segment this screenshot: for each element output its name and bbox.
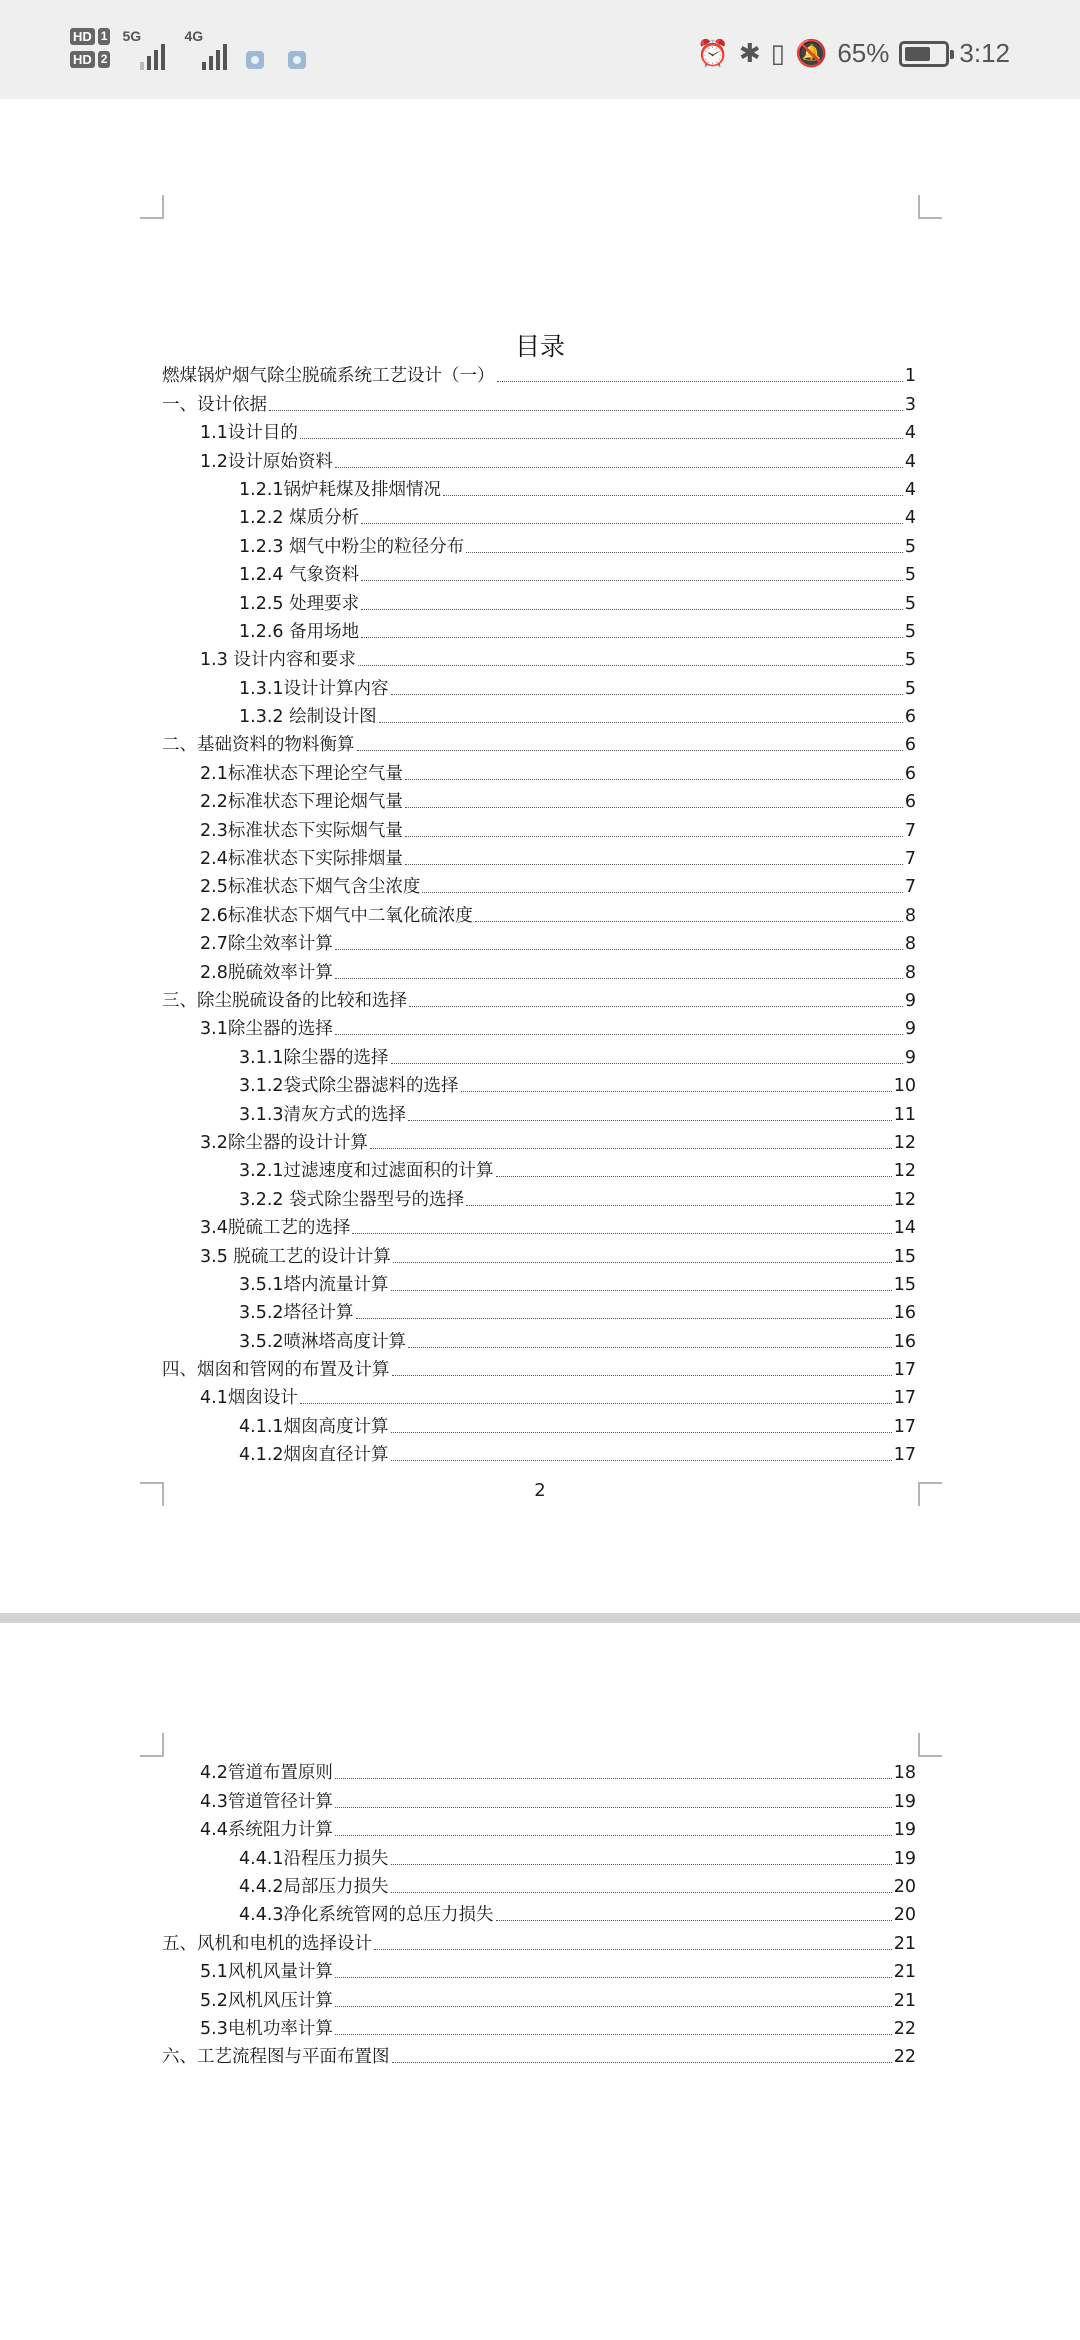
toc-entry-page: 12 xyxy=(893,1189,916,1210)
toc-entry-title: 2.7除尘效率计算 xyxy=(200,934,333,955)
toc-entry[interactable] xyxy=(162,359,916,387)
toc-entry-page: 17 xyxy=(893,1388,916,1409)
toc-entry-page: 9 xyxy=(904,1047,916,1068)
toc-entry[interactable] xyxy=(162,1813,916,1841)
toc-entry-page: 7 xyxy=(904,849,916,870)
toc-entry-title: 2.2标准状态下理论烟气量 xyxy=(200,792,403,813)
toc-entry-title: 4.1.2烟囱直径计算 xyxy=(239,1445,389,1466)
toc-leader-dots xyxy=(335,949,903,950)
toc-list xyxy=(162,1756,916,2068)
toc-entry-title: 2.3标准状态下实际烟气量 xyxy=(200,820,403,841)
toc-leader-dots xyxy=(408,1120,892,1121)
toc-entry[interactable] xyxy=(162,785,916,813)
toc-entry[interactable] xyxy=(162,1841,916,1869)
toc-leader-dots xyxy=(461,1091,892,1092)
toc-entry[interactable] xyxy=(162,1040,916,1068)
toc-entry-page: 21 xyxy=(893,1933,916,1954)
toc-leader-dots xyxy=(352,1233,891,1234)
toc-entry-page: 20 xyxy=(893,1876,916,1897)
toc-leader-dots xyxy=(335,1977,892,1978)
toc-entry-page: 3 xyxy=(904,394,916,415)
toc-entry[interactable] xyxy=(162,984,916,1012)
status-bar-right xyxy=(696,38,1010,69)
toc-title: 目录 xyxy=(514,332,565,361)
toc-entry[interactable] xyxy=(162,1211,916,1239)
toc-entry-title: 4.1.1烟囱高度计算 xyxy=(239,1416,389,1437)
toc-entry-page: 4 xyxy=(904,423,916,444)
app-notification-icon xyxy=(288,51,306,69)
toc-entry-title: 3.4脱硫工艺的选择 xyxy=(200,1218,351,1239)
margin-corner-mark xyxy=(918,195,942,219)
toc-leader-dots xyxy=(466,1205,892,1206)
toc-entry[interactable] xyxy=(162,927,916,955)
toc-entry[interactable] xyxy=(162,842,916,870)
toc-entry-page: 15 xyxy=(893,1274,916,1295)
toc-entry-title: 1.2.2 煤质分析 xyxy=(239,508,360,529)
toc-entry[interactable] xyxy=(162,1296,916,1324)
toc-entry-title: 5.2风机风压计算 xyxy=(200,1990,333,2011)
toc-entry-title: 2.4标准状态下实际排烟量 xyxy=(200,849,403,870)
toc-leader-dots xyxy=(405,779,903,780)
net2-label: 4G xyxy=(184,28,204,44)
toc-entry[interactable] xyxy=(162,1239,916,1267)
toc-leader-dots xyxy=(361,637,903,638)
margin-corner-mark xyxy=(918,1733,942,1757)
toc-entry[interactable] xyxy=(162,1182,916,1210)
toc-leader-dots xyxy=(358,665,903,666)
toc-leader-dots xyxy=(391,1432,892,1433)
toc-entry[interactable] xyxy=(162,1381,916,1409)
toc-entry-title: 4.1烟囱设计 xyxy=(200,1388,298,1409)
mute-bell-icon: 🔕 xyxy=(794,38,828,69)
toc-entry-page: 19 xyxy=(893,1848,916,1869)
toc-entry[interactable] xyxy=(162,1012,916,1040)
toc-entry-title: 3.5.2塔径计算 xyxy=(239,1303,354,1324)
toc-entry-page: 9 xyxy=(904,1019,916,1040)
toc-entry-title: 4.3管道管径计算 xyxy=(200,1791,333,1812)
toc-entry-title: 1.2.4 气象资料 xyxy=(239,565,360,586)
toc-leader-dots xyxy=(497,381,903,382)
toc-entry-title: 三、除尘脱硫设备的比较和选择 xyxy=(162,990,407,1011)
toc-entry-title: 3.5.1塔内流量计算 xyxy=(239,1274,389,1295)
toc-entry-page: 19 xyxy=(893,1820,916,1841)
toc-leader-dots xyxy=(391,1864,892,1865)
toc-leader-dots xyxy=(357,750,903,751)
toc-entry[interactable] xyxy=(162,473,916,501)
hd1-label: HD xyxy=(70,28,95,45)
toc-entry-page: 4 xyxy=(904,508,916,529)
toc-entry-page: 10 xyxy=(893,1076,916,1097)
toc-entry-title: 4.4.1沿程压力损失 xyxy=(239,1848,389,1869)
toc-entry[interactable] xyxy=(162,1870,916,1898)
toc-entry-page: 5 xyxy=(904,593,916,614)
signal-4g-icon xyxy=(184,28,238,74)
toc-entry[interactable] xyxy=(162,586,916,614)
toc-leader-dots xyxy=(391,1063,903,1064)
page-number: 2 xyxy=(534,1480,546,1501)
toc-entry-title: 一、设计依据 xyxy=(162,394,267,415)
toc-entry-page: 17 xyxy=(893,1360,916,1381)
toc-leader-dots xyxy=(269,410,903,411)
hd2-num: 2 xyxy=(98,51,111,68)
toc-entry[interactable] xyxy=(162,1926,916,1954)
battery-icon xyxy=(899,41,949,67)
toc-leader-dots xyxy=(335,1778,892,1779)
toc-leader-dots xyxy=(393,1262,892,1263)
toc-entry-title: 1.2.5 处理要求 xyxy=(239,593,360,614)
toc-entry-title: 5.1风机风量计算 xyxy=(200,1962,333,1983)
toc-entry-title: 3.1除尘器的选择 xyxy=(200,1019,333,1040)
toc-leader-dots xyxy=(466,552,903,553)
toc-entry-title: 3.5.2喷淋塔高度计算 xyxy=(239,1331,407,1352)
margin-corner-mark xyxy=(140,195,164,219)
toc-leader-dots xyxy=(391,694,903,695)
margin-corner-mark xyxy=(140,1733,164,1757)
toc-entry-title: 1.3.2 绘制设计图 xyxy=(239,707,377,728)
toc-entry-page: 8 xyxy=(904,962,916,983)
toc-entry-page: 1 xyxy=(904,366,916,387)
clock: 3:12 xyxy=(959,38,1010,68)
toc-entry-page: 9 xyxy=(904,990,916,1011)
toc-entry[interactable] xyxy=(162,1097,916,1125)
toc-entry-page: 22 xyxy=(893,2018,916,2039)
toc-leader-dots xyxy=(370,1148,892,1149)
toc-entry-page: 6 xyxy=(904,707,916,728)
toc-entry[interactable] xyxy=(162,813,916,841)
toc-entry-title: 4.4系统阻力计算 xyxy=(200,1820,333,1841)
toc-entry-page: 5 xyxy=(904,536,916,557)
toc-entry-title: 3.1.1除尘器的选择 xyxy=(239,1047,389,1068)
toc-entry-page: 5 xyxy=(904,621,916,642)
toc-entry-title: 2.1标准状态下理论空气量 xyxy=(200,763,403,784)
toc-entry[interactable] xyxy=(162,671,916,699)
toc-entry-title: 3.5 脱硫工艺的设计计算 xyxy=(200,1246,391,1267)
toc-entry[interactable] xyxy=(162,2012,916,2040)
toc-list xyxy=(162,359,916,1466)
toc-entry-title: 1.2设计原始资料 xyxy=(200,451,333,472)
toc-leader-dots xyxy=(392,2062,892,2063)
toc-leader-dots xyxy=(335,1034,903,1035)
toc-leader-dots xyxy=(392,1375,892,1376)
toc-leader-dots xyxy=(300,438,903,439)
toc-entry-title: 5.3电机功率计算 xyxy=(200,2018,333,2039)
toc-entry[interactable] xyxy=(162,643,916,671)
toc-entry[interactable] xyxy=(162,1955,916,1983)
toc-entry-title: 四、烟囱和管网的布置及计算 xyxy=(162,1360,390,1381)
toc-entry[interactable] xyxy=(162,1126,916,1154)
toc-leader-dots xyxy=(300,1403,892,1404)
toc-entry[interactable] xyxy=(162,728,916,756)
toc-entry-page: 4 xyxy=(904,479,916,500)
toc-leader-dots xyxy=(379,722,903,723)
toc-entry[interactable] xyxy=(162,1409,916,1437)
toc-entry-page: 8 xyxy=(904,934,916,955)
toc-entry-title: 六、工艺流程图与平面布置图 xyxy=(162,2047,390,2068)
toc-entry[interactable] xyxy=(162,501,916,529)
toc-entry-title: 2.8脱硫效率计算 xyxy=(200,962,333,983)
toc-leader-dots xyxy=(361,523,903,524)
toc-entry-page: 17 xyxy=(893,1445,916,1466)
toc-leader-dots xyxy=(405,807,903,808)
toc-leader-dots xyxy=(475,921,903,922)
toc-entry-title: 1.1设计目的 xyxy=(200,423,298,444)
toc-leader-dots xyxy=(335,978,903,979)
alarm-icon: ⏰ xyxy=(696,38,729,69)
battery-percent: 65% xyxy=(837,38,890,68)
toc-entry-page: 20 xyxy=(893,1905,916,1926)
signal-5g-icon xyxy=(122,28,176,74)
toc-entry-page: 7 xyxy=(904,877,916,898)
toc-entry[interactable] xyxy=(162,1438,916,1466)
toc-entry[interactable] xyxy=(162,1784,916,1812)
toc-entry-page: 5 xyxy=(904,678,916,699)
toc-entry[interactable] xyxy=(162,1353,916,1381)
toc-entry-title: 1.2.6 备用场地 xyxy=(239,621,360,642)
toc-entry[interactable] xyxy=(162,955,916,983)
toc-entry[interactable] xyxy=(162,529,916,557)
toc-entry[interactable] xyxy=(162,1756,916,1784)
hd1-badge xyxy=(70,28,110,45)
toc-leader-dots xyxy=(391,1460,892,1461)
toc-leader-dots xyxy=(335,2034,892,2035)
toc-entry-page: 12 xyxy=(893,1161,916,1182)
toc-entry-title: 1.2.1锅炉耗煤及排烟情况 xyxy=(239,479,442,500)
toc-entry-page: 21 xyxy=(893,1962,916,1983)
toc-entry-page: 22 xyxy=(893,2047,916,2068)
toc-leader-dots xyxy=(361,609,903,610)
toc-entry-title: 3.2.1过滤速度和过滤面积的计算 xyxy=(239,1161,494,1182)
toc-entry-title: 3.2除尘器的设计计算 xyxy=(200,1132,368,1153)
toc-entry-title: 3.2.2 袋式除尘器型号的选择 xyxy=(239,1189,465,1210)
toc-leader-dots xyxy=(374,1949,892,1950)
vibrate-icon: ▯ xyxy=(770,38,785,69)
status-bar-left xyxy=(70,28,330,74)
margin-corner-mark xyxy=(918,1482,942,1506)
toc-leader-dots xyxy=(391,1290,892,1291)
toc-entry-page: 19 xyxy=(893,1791,916,1812)
hd2-label: HD xyxy=(70,51,95,68)
toc-entry[interactable] xyxy=(162,558,916,586)
toc-entry-title: 3.1.2袋式除尘器滤料的选择 xyxy=(239,1076,459,1097)
toc-entry-page: 6 xyxy=(904,735,916,756)
net1-label: 5G xyxy=(122,28,142,44)
toc-leader-dots xyxy=(422,892,903,893)
toc-entry[interactable] xyxy=(162,1268,916,1296)
toc-entry-title: 4.4.3净化系统管网的总压力损失 xyxy=(239,1905,494,1926)
toc-leader-dots xyxy=(335,1835,892,1836)
toc-entry[interactable] xyxy=(162,1983,916,2011)
toc-leader-dots xyxy=(496,1920,892,1921)
status-bar xyxy=(0,0,1080,99)
toc-entry[interactable] xyxy=(162,615,916,643)
toc-entry-title: 五、风机和电机的选择设计 xyxy=(162,1933,372,1954)
toc-entry-page: 7 xyxy=(904,820,916,841)
hd1-num: 1 xyxy=(98,28,111,45)
app-notification-icon xyxy=(246,51,264,69)
toc-entry[interactable] xyxy=(162,870,916,898)
toc-leader-dots xyxy=(408,1347,892,1348)
toc-leader-dots xyxy=(405,836,903,837)
toc-entry[interactable] xyxy=(162,416,916,444)
toc-entry-page: 17 xyxy=(893,1416,916,1437)
toc-entry-page: 21 xyxy=(893,1990,916,2011)
toc-entry-title: 1.2.3 烟气中粉尘的粒径分布 xyxy=(239,536,465,557)
toc-entry-title: 2.6标准状态下烟气中二氧化硫浓度 xyxy=(200,905,473,926)
toc-entry-title: 2.5标准状态下烟气含尘浓度 xyxy=(200,877,421,898)
toc-entry-page: 15 xyxy=(893,1246,916,1267)
toc-leader-dots xyxy=(409,1006,903,1007)
toc-entry-page: 5 xyxy=(904,565,916,586)
toc-entry[interactable] xyxy=(162,1324,916,1352)
toc-entry-page: 6 xyxy=(904,763,916,784)
bluetooth-icon: ✱ xyxy=(738,38,761,69)
toc-entry-page: 12 xyxy=(893,1132,916,1153)
toc-entry-title: 1.3.1设计计算内容 xyxy=(239,678,389,699)
toc-leader-dots xyxy=(405,864,903,865)
toc-entry-page: 8 xyxy=(904,905,916,926)
toc-entry[interactable] xyxy=(162,2040,916,2068)
toc-entry-page: 18 xyxy=(893,1763,916,1784)
toc-entry-title: 4.4.2局部压力损失 xyxy=(239,1876,389,1897)
toc-leader-dots xyxy=(443,495,903,496)
toc-entry[interactable] xyxy=(162,1898,916,1926)
toc-entry[interactable] xyxy=(162,387,916,415)
toc-entry-page: 11 xyxy=(893,1104,916,1125)
toc-entry-page: 6 xyxy=(904,792,916,813)
hd-indicators xyxy=(70,28,110,68)
toc-entry-page: 16 xyxy=(893,1303,916,1324)
toc-leader-dots xyxy=(496,1176,892,1177)
toc-entry-title: 3.1.3清灰方式的选择 xyxy=(239,1104,407,1125)
page-separator xyxy=(0,1613,1080,1623)
toc-entry-title: 4.2管道布置原则 xyxy=(200,1763,333,1784)
toc-entry-title: 二、基础资料的物料衡算 xyxy=(162,735,355,756)
toc-leader-dots xyxy=(335,467,903,468)
toc-entry-title: 1.3 设计内容和要求 xyxy=(200,650,356,671)
toc-entry[interactable] xyxy=(162,1069,916,1097)
toc-entry[interactable] xyxy=(162,444,916,472)
toc-entry-page: 4 xyxy=(904,451,916,472)
document-page-1[interactable] xyxy=(0,99,1080,1613)
toc-entry-title: 燃煤锅炉烟气除尘脱硫系统工艺设计（一） xyxy=(162,366,495,387)
toc-entry[interactable] xyxy=(162,756,916,784)
toc-entry-page: 16 xyxy=(893,1331,916,1352)
toc-leader-dots xyxy=(391,1892,892,1893)
document-page-2[interactable] xyxy=(0,1623,1080,2340)
toc-entry-page: 5 xyxy=(904,650,916,671)
margin-corner-mark xyxy=(140,1482,164,1506)
toc-entry[interactable] xyxy=(162,898,916,926)
toc-entry[interactable] xyxy=(162,700,916,728)
toc-entry-page: 14 xyxy=(893,1218,916,1239)
toc-leader-dots xyxy=(335,1807,892,1808)
toc-leader-dots xyxy=(361,580,903,581)
toc-entry[interactable] xyxy=(162,1154,916,1182)
toc-leader-dots xyxy=(335,2006,892,2007)
hd2-badge xyxy=(70,51,110,68)
toc-leader-dots xyxy=(356,1318,892,1319)
